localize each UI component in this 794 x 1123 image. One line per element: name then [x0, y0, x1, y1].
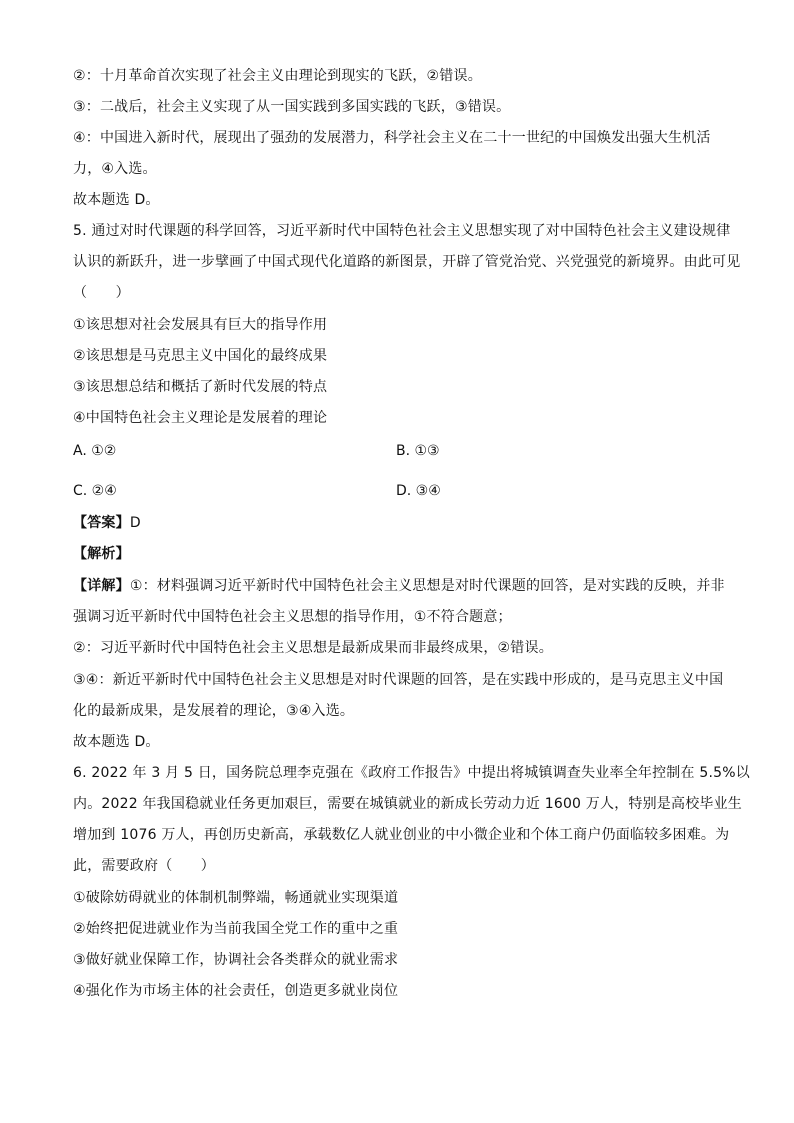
text-line: ②：十月革命首次实现了社会主义由理论到现实的飞跃，②错误。 [73, 68, 482, 84]
analysis-label [73, 544, 723, 564]
statement: ④强化作为市场主体的社会责任，创造更多就业岗位 [73, 983, 399, 999]
question-5-stem: 5. 通过对时代课题的科学回答，习近平新时代中国特色社会主义思想实现了对中国特色社会主义建设规律 [73, 223, 731, 239]
text-line: ④：中国进入新时代，展现出了强劲的发展潜力，科学社会主义在二十一世纪的中国焕发出强大生机活 [73, 130, 711, 146]
question-6-stem: 内。2022 年我国稳就业任务更加艰巨，需要在城镇就业的新成长劳动力近 1600 万人，特别是高校毕业生 [73, 796, 743, 812]
statement: ①破除妨碍就业的体制机制弊端，畅通就业实现渠道 [73, 890, 399, 906]
detail-text: ①：材料强调习近平新时代中国特色社会主义思想是对时代课题的回答，是对实践的反映，并非 [129, 578, 725, 594]
question-5-stem: 认识的新跃升，进一步擘画了中国式现代化道路的新图景，开辟了管党治党、兴党强党的新境界。由此可见 [73, 254, 741, 270]
text-line: 化的最新成果，是发展着的理论，③④入选。 [73, 703, 355, 719]
text-line: 力，④入选。 [73, 161, 157, 177]
text-line: 强调习近平新时代中国特色社会主义思想的指导作用，①不符合题意； [73, 609, 512, 625]
analysis-heading: 【解析】 [73, 546, 130, 562]
statement: ④中国特色社会主义理论是发展着的理论 [73, 410, 328, 426]
option-b: B. ①③ [396, 443, 440, 459]
option-a: A. ①② [73, 443, 117, 459]
detail-line [73, 576, 723, 596]
answer-value: D [129, 515, 141, 531]
statement: ③做好就业保障工作，协调社会各类群众的就业需求 [73, 952, 399, 968]
text-line: 故本题选 D。 [73, 734, 160, 750]
option-d: D. ③④ [396, 483, 441, 499]
text-line: ③④：新近平新时代中国特色社会主义思想是对时代课题的回答，是在实践中形成的，是马克思主义中国 [73, 672, 724, 688]
statement: ③该思想总结和概括了新时代发展的特点 [73, 379, 328, 395]
option-c: C. ②④ [73, 483, 117, 499]
answer-line [73, 513, 723, 533]
detail-label: 【详解】 [73, 578, 130, 594]
statement: ②该思想是马克思主义中国化的最终成果 [73, 348, 328, 364]
question-6-stem: 6. 2022 年 3 月 5 日，国务院总理李克强在《政府工作报告》中提出将城镇调查失业率全年控制在 5.5%以 [73, 765, 750, 781]
question-6-blank: 此，需要政府（ ） [73, 858, 215, 874]
answer-label: 【答案】 [73, 515, 130, 531]
question-6-stem: 增加到 1076 万人，再创历史新高，承载数亿人就业创业的中小微企业和个体工商户仍面临较多困难。为 [73, 827, 730, 843]
statement: ②始终把促进就业作为当前我国全党工作的重中之重 [73, 921, 399, 937]
text-line: ②：习近平新时代中国特色社会主义思想是最新成果而非最终成果，②错误。 [73, 640, 553, 656]
text-line: 故本题选 D。 [73, 192, 160, 208]
text-line: ③：二战后，社会主义实现了从一国实践到多国实践的飞跃，③错误。 [73, 99, 511, 115]
question-5-blank: （ ） [73, 285, 130, 301]
statement: ①该思想对社会发展具有巨大的指导作用 [73, 317, 328, 333]
